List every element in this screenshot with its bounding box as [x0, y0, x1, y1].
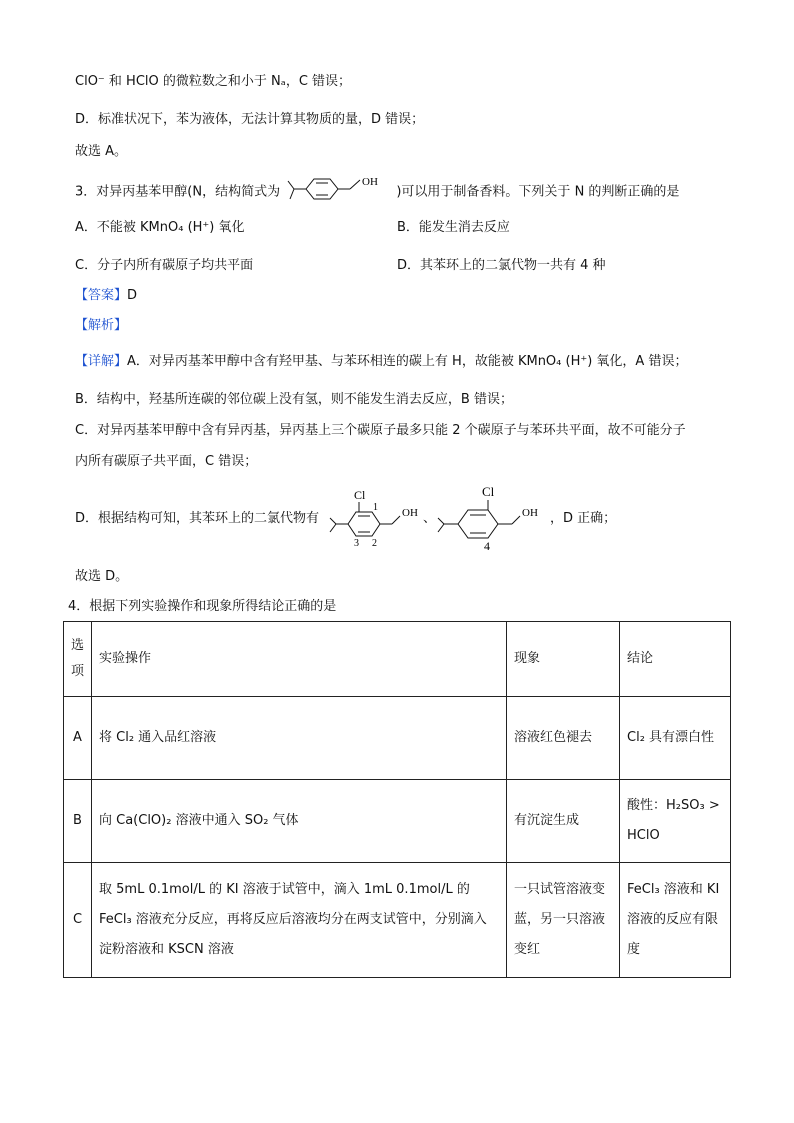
row-option: C	[64, 863, 92, 978]
oh-group-label: OH	[362, 177, 379, 188]
experiment-table	[63, 621, 731, 978]
question-3-stem	[75, 177, 679, 207]
detail-c-line-1: C．对异丙基苯甲醇中含有异丙基，异丙基上三个碳原子最多只能 2 个碳原子与苯环共平面，故不可能分子	[75, 423, 686, 438]
structure-4-isopropylbenzyl-alcohol	[286, 177, 390, 207]
detail-c-line-2: 内所有碳原子共平面，C 错误；	[75, 454, 258, 469]
table-header-phenomenon: 现象	[507, 622, 620, 697]
position-label-2: 2	[372, 538, 377, 549]
row-phenomenon: 有沉淀生成	[507, 780, 620, 863]
q3-option-d: D．其苯环上的二氯代物一共有 4 种	[397, 258, 606, 273]
row-option: B	[64, 780, 92, 863]
answer-value: D	[127, 288, 138, 303]
detail-b-line: B．结构中，羟基所连碳的邻位碳上没有氢，则不能发生消去反应，B 错误；	[75, 392, 513, 407]
analysis-tag-line	[75, 316, 127, 336]
row-conclusion: 酸性：H₂SO₃ > HClO	[620, 780, 731, 863]
detail-d-separator: 、	[423, 511, 437, 526]
detail-d-label: D．根据结构可知，其苯环上的二氯代物有	[75, 511, 320, 526]
row-operation: 将 Cl₂ 通入品红溶液	[92, 697, 507, 780]
table-row	[64, 697, 731, 780]
cl-label-1: Cl	[354, 488, 366, 502]
cl-label-2: Cl	[482, 484, 495, 499]
question-3-stem-end: )可以用于制备香料。下列关于 N 的判断正确的是	[396, 184, 680, 200]
detail-tag: 【详解】	[75, 354, 128, 369]
answer-tag: 【答案】	[75, 288, 128, 303]
oh-label-2: OH	[522, 507, 538, 519]
row-operation: 向 Ca(ClO)₂ 溶液中通入 SO₂ 气体	[92, 780, 507, 863]
structure-dichloro-isomer-2	[436, 484, 556, 550]
row-operation: 取 5mL 0.1mol/L 的 KI 溶液于试管中，滴入 1mL 0.1mol/L 的 FeCl₃ 溶液充分反应，再将反应后溶液均分在两支试管中，分别滴入淀粉溶液和 KSCN 溶液	[92, 863, 507, 978]
detail-a-line	[75, 352, 687, 372]
q3-option-a: A．不能被 KMnO₄ (H⁺) 氧化	[75, 220, 245, 235]
table-header-conclusion: 结论	[620, 622, 731, 697]
row-conclusion: FeCl₃ 溶液和 KI 溶液的反应有限度	[620, 863, 731, 978]
question-4-stem: 4．根据下列实验操作和现象所得结论正确的是	[68, 599, 337, 614]
text-line-clo-hclo: ClO⁻ 和 HClO 的微粒数之和小于 Nₐ，C 错误；	[75, 74, 352, 89]
table-header-option: 选项	[64, 622, 92, 697]
row-phenomenon: 溶液红色褪去	[507, 697, 620, 780]
table-header-operation: 实验操作	[92, 622, 507, 697]
text-line-choose-a: 故选 A。	[75, 144, 128, 159]
position-label-3: 3	[354, 538, 359, 549]
structure-dichloro-isomer-1	[328, 484, 428, 550]
position-label-4: 4	[484, 539, 490, 550]
question-3-stem-start: 3．对异丙基苯甲醇(N，结构简式为	[75, 184, 281, 200]
q3-option-c: C．分子内所有碳原子均共平面	[75, 258, 254, 273]
row-option: A	[64, 697, 92, 780]
table-row	[64, 863, 731, 978]
row-conclusion: Cl₂ 具有漂白性	[620, 697, 731, 780]
text-line-option-d-benzene: D．标准状况下，苯为液体，无法计算其物质的量，D 错误；	[75, 112, 425, 127]
q3-option-b: B．能发生消去反应	[397, 220, 510, 235]
analysis-tag: 【解析】	[75, 318, 128, 333]
detail-d-conclusion: ，D 正确；	[550, 511, 617, 526]
table-row	[64, 780, 731, 863]
detail-a-text: A．对异丙基苯甲醇中含有羟甲基、与苯环相连的碳上有 H，故能被 KMnO₄ (H⁺) 氧化，A 错误；	[127, 354, 688, 369]
row-phenomenon: 一只试管溶液变蓝，另一只溶液变红	[507, 863, 620, 978]
text-line-choose-d: 故选 D。	[75, 569, 129, 584]
position-label-1: 1	[373, 502, 378, 513]
table-header-row	[64, 622, 731, 697]
oh-label-1: OH	[402, 507, 418, 519]
answer-line	[75, 286, 137, 306]
